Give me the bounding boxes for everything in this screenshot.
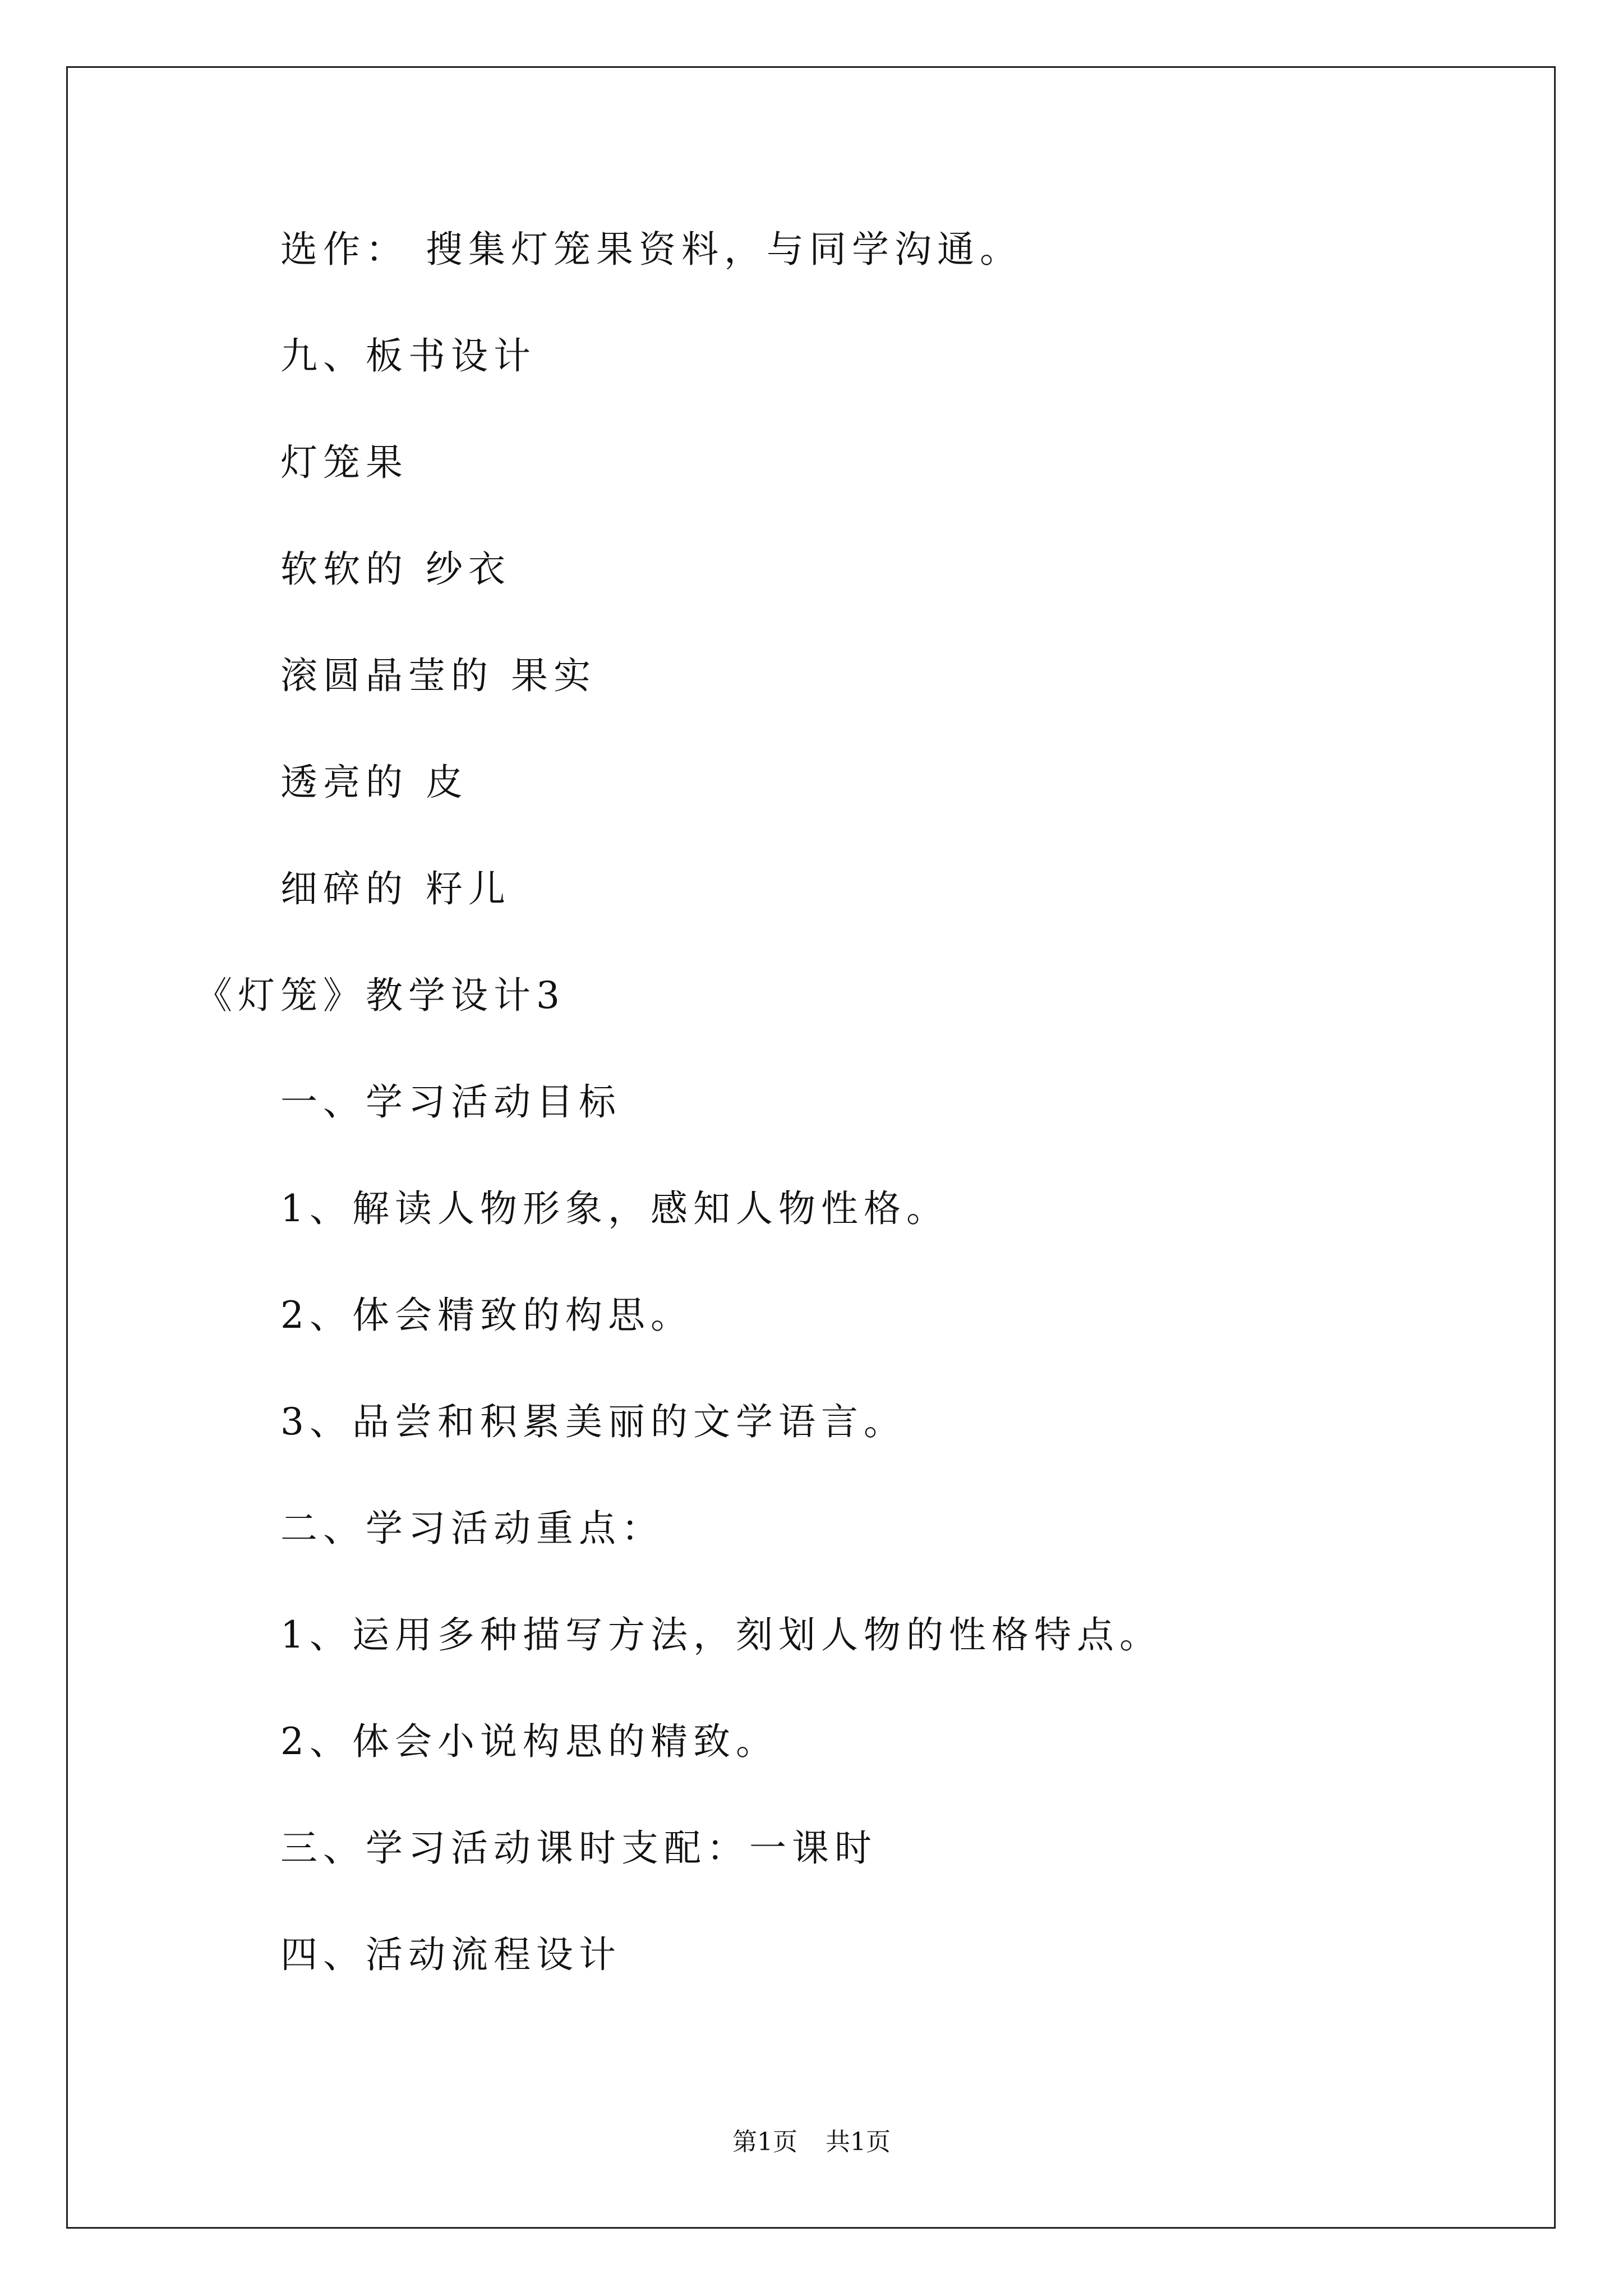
text-line: 选作： 搜集灯笼果资料，与同学沟通。 bbox=[280, 228, 1022, 271]
page-total: 共1页 bbox=[826, 2128, 891, 2156]
page-footer bbox=[0, 2130, 1623, 2155]
text-line: 软软的 纱衣 bbox=[280, 547, 511, 591]
text-line: 细碎的 籽儿 bbox=[280, 867, 511, 910]
text-line: 1、运用多种描写方法，刻划人物的性格特点。 bbox=[280, 1613, 1162, 1657]
text-line: 1、解读人物形象，感知人物性格。 bbox=[280, 1187, 949, 1230]
text-line: 灯笼果 bbox=[280, 441, 408, 484]
text-line: 一、学习活动目标 bbox=[280, 1080, 621, 1124]
text-line: 3、品尝和积累美丽的文学语言。 bbox=[280, 1400, 906, 1443]
text-line: 二、学习活动重点： bbox=[280, 1507, 664, 1550]
text-line: 四、活动流程设计 bbox=[280, 1933, 621, 1976]
text-line: 透亮的 皮 bbox=[280, 761, 468, 804]
text-line: 2、体会精致的构思。 bbox=[280, 1294, 693, 1337]
page-number: 第1页 bbox=[732, 2128, 797, 2156]
text-line: 三、学习活动课时支配：一课时 bbox=[280, 1826, 877, 1870]
text-line: 九、板书设计 bbox=[280, 334, 536, 378]
section-title: 《灯笼》教学设计3 bbox=[195, 974, 565, 1017]
page-border bbox=[66, 66, 1556, 2229]
text-line: 2、体会小说构思的精致。 bbox=[280, 1720, 778, 1763]
text-line: 滚圆晶莹的 果实 bbox=[280, 654, 596, 697]
